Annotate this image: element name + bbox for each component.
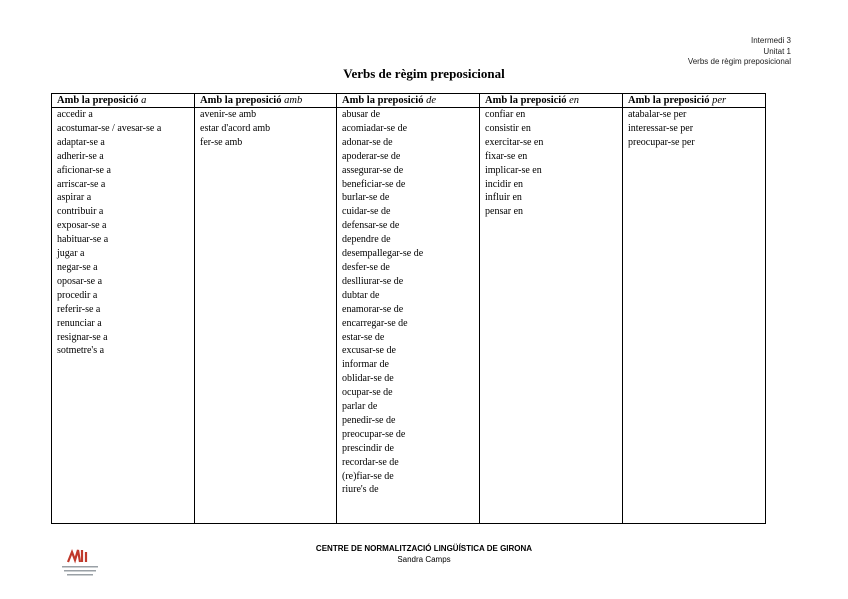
verb-item: exposar-se a — [57, 220, 107, 232]
footer-author: Sandra Camps — [397, 555, 451, 564]
column-header-prefix: Amb la preposició — [485, 95, 567, 106]
verb-item: penedir-se de — [342, 414, 396, 426]
verb-item: estar-se de — [342, 331, 385, 343]
verb-item: oposar-se a — [57, 275, 103, 287]
column-header-prefix: Amb la preposició — [57, 95, 139, 106]
preposition-label: per — [712, 95, 727, 106]
verb-item: renunciar a — [57, 317, 102, 329]
footer-organization: CENTRE DE NORMALITZACIÓ LINGÜÍSTICA DE GIRONA — [315, 544, 533, 553]
verb-item: interessar-se per — [628, 122, 694, 134]
column-header-en — [480, 94, 623, 108]
verb-item: jugar a — [57, 248, 85, 260]
verb-item: pensar en — [485, 206, 524, 218]
verb-item: adaptar-se a — [57, 136, 105, 148]
verb-item: habituar-se a — [57, 234, 109, 246]
document-header — [688, 36, 791, 68]
column-header-de — [337, 94, 480, 108]
verb-item: aficionar-se a — [57, 164, 111, 176]
verb-item: arriscar-se a — [57, 178, 106, 190]
verbs-table — [51, 93, 766, 524]
table-header-row — [52, 94, 766, 108]
verb-item: accedir a — [57, 109, 93, 120]
preposition-label: en — [569, 95, 580, 106]
verb-item: exercitar-se en — [485, 136, 544, 148]
verb-item: negar-se a — [57, 261, 98, 273]
preposition-label: a — [141, 95, 147, 106]
verb-item: desempallegar-se de — [342, 248, 424, 260]
verb-list-en — [480, 108, 623, 524]
verb-item: riure's de — [342, 484, 379, 496]
column-header-prefix: Amb la preposició — [342, 95, 424, 106]
verb-item: estar d'acord amb — [200, 122, 271, 134]
verb-item: informar de — [342, 359, 389, 371]
verb-item: enamorar-se de — [342, 303, 404, 315]
verb-item: fer-se amb — [200, 136, 243, 148]
verb-item: dubtar de — [342, 289, 380, 301]
column-header-amb — [195, 94, 337, 108]
verb-item: acostumar-se / avesar-se a — [57, 122, 162, 134]
verb-item: avenir-se amb — [200, 109, 257, 120]
verb-item: prescindir de — [342, 442, 394, 454]
verb-item: apoderar-se de — [342, 150, 401, 162]
verb-item: influir en — [485, 192, 522, 204]
verb-item: sotmetre's a — [57, 345, 105, 357]
column-header-prefix: Amb la preposició — [628, 95, 710, 106]
verb-item: incidir en — [485, 178, 524, 190]
verb-item: (re)fiar-se de — [342, 470, 394, 482]
verb-item: preocupar-se de — [342, 428, 406, 440]
verb-list-amb — [195, 108, 337, 524]
verb-item: procedir a — [57, 289, 98, 301]
verb-item: burlar-se de — [342, 192, 390, 204]
verb-item: ocupar-se de — [342, 387, 393, 399]
verb-list-de — [337, 108, 480, 524]
verb-item: adonar-se de — [342, 136, 393, 148]
verb-list-a — [52, 108, 195, 524]
column-header-prefix: Amb la preposició — [200, 95, 282, 106]
verb-item: referir-se a — [57, 303, 101, 315]
verb-item: recordar-se de — [342, 456, 399, 468]
verb-item: excusar-se de — [342, 345, 396, 357]
verb-item: abusar de — [342, 109, 381, 120]
verb-item: deslliurar-se de — [342, 275, 404, 287]
verb-list-per — [623, 108, 766, 524]
verb-item: confiar en — [485, 109, 526, 120]
verb-item: fixar-se en — [485, 150, 528, 162]
verb-item: preocupar-se per — [628, 136, 695, 148]
table-body-row — [52, 108, 766, 524]
verb-item: resignar-se a — [57, 331, 108, 343]
verb-item: acomiadar-se de — [342, 122, 408, 134]
verb-item: oblidar-se de — [342, 373, 394, 385]
verb-item: defensar-se de — [342, 220, 400, 232]
header-level: Intermedi 3 — [750, 36, 791, 45]
verb-item: aspirar a — [57, 192, 92, 204]
header-unit: Unitat 1 — [763, 46, 791, 56]
verb-item: consistir en — [485, 122, 531, 134]
preposition-label: de — [426, 95, 437, 106]
verb-item: parlar de — [342, 401, 378, 413]
verb-item: implicar-se en — [485, 164, 542, 176]
column-header-a — [52, 94, 195, 108]
verb-item: assegurar-se de — [342, 164, 404, 176]
verb-item: contribuir a — [57, 206, 104, 218]
verb-item: atabalar-se per — [628, 109, 687, 120]
verb-item: beneficiar-se de — [342, 178, 406, 190]
document-footer — [0, 543, 848, 565]
verb-item: dependre de — [342, 234, 391, 246]
verb-item: cuidar-se de — [342, 206, 391, 218]
verb-item: desfer-se de — [342, 261, 390, 273]
page-title: Verbs de règim preposicional — [343, 66, 505, 81]
verb-item: encarregar-se de — [342, 317, 408, 329]
preposition-label: amb — [284, 95, 303, 106]
column-header-per — [623, 94, 766, 108]
header-topic: Verbs de règim preposicional — [687, 57, 791, 66]
verb-item: adherir-se a — [57, 150, 104, 162]
